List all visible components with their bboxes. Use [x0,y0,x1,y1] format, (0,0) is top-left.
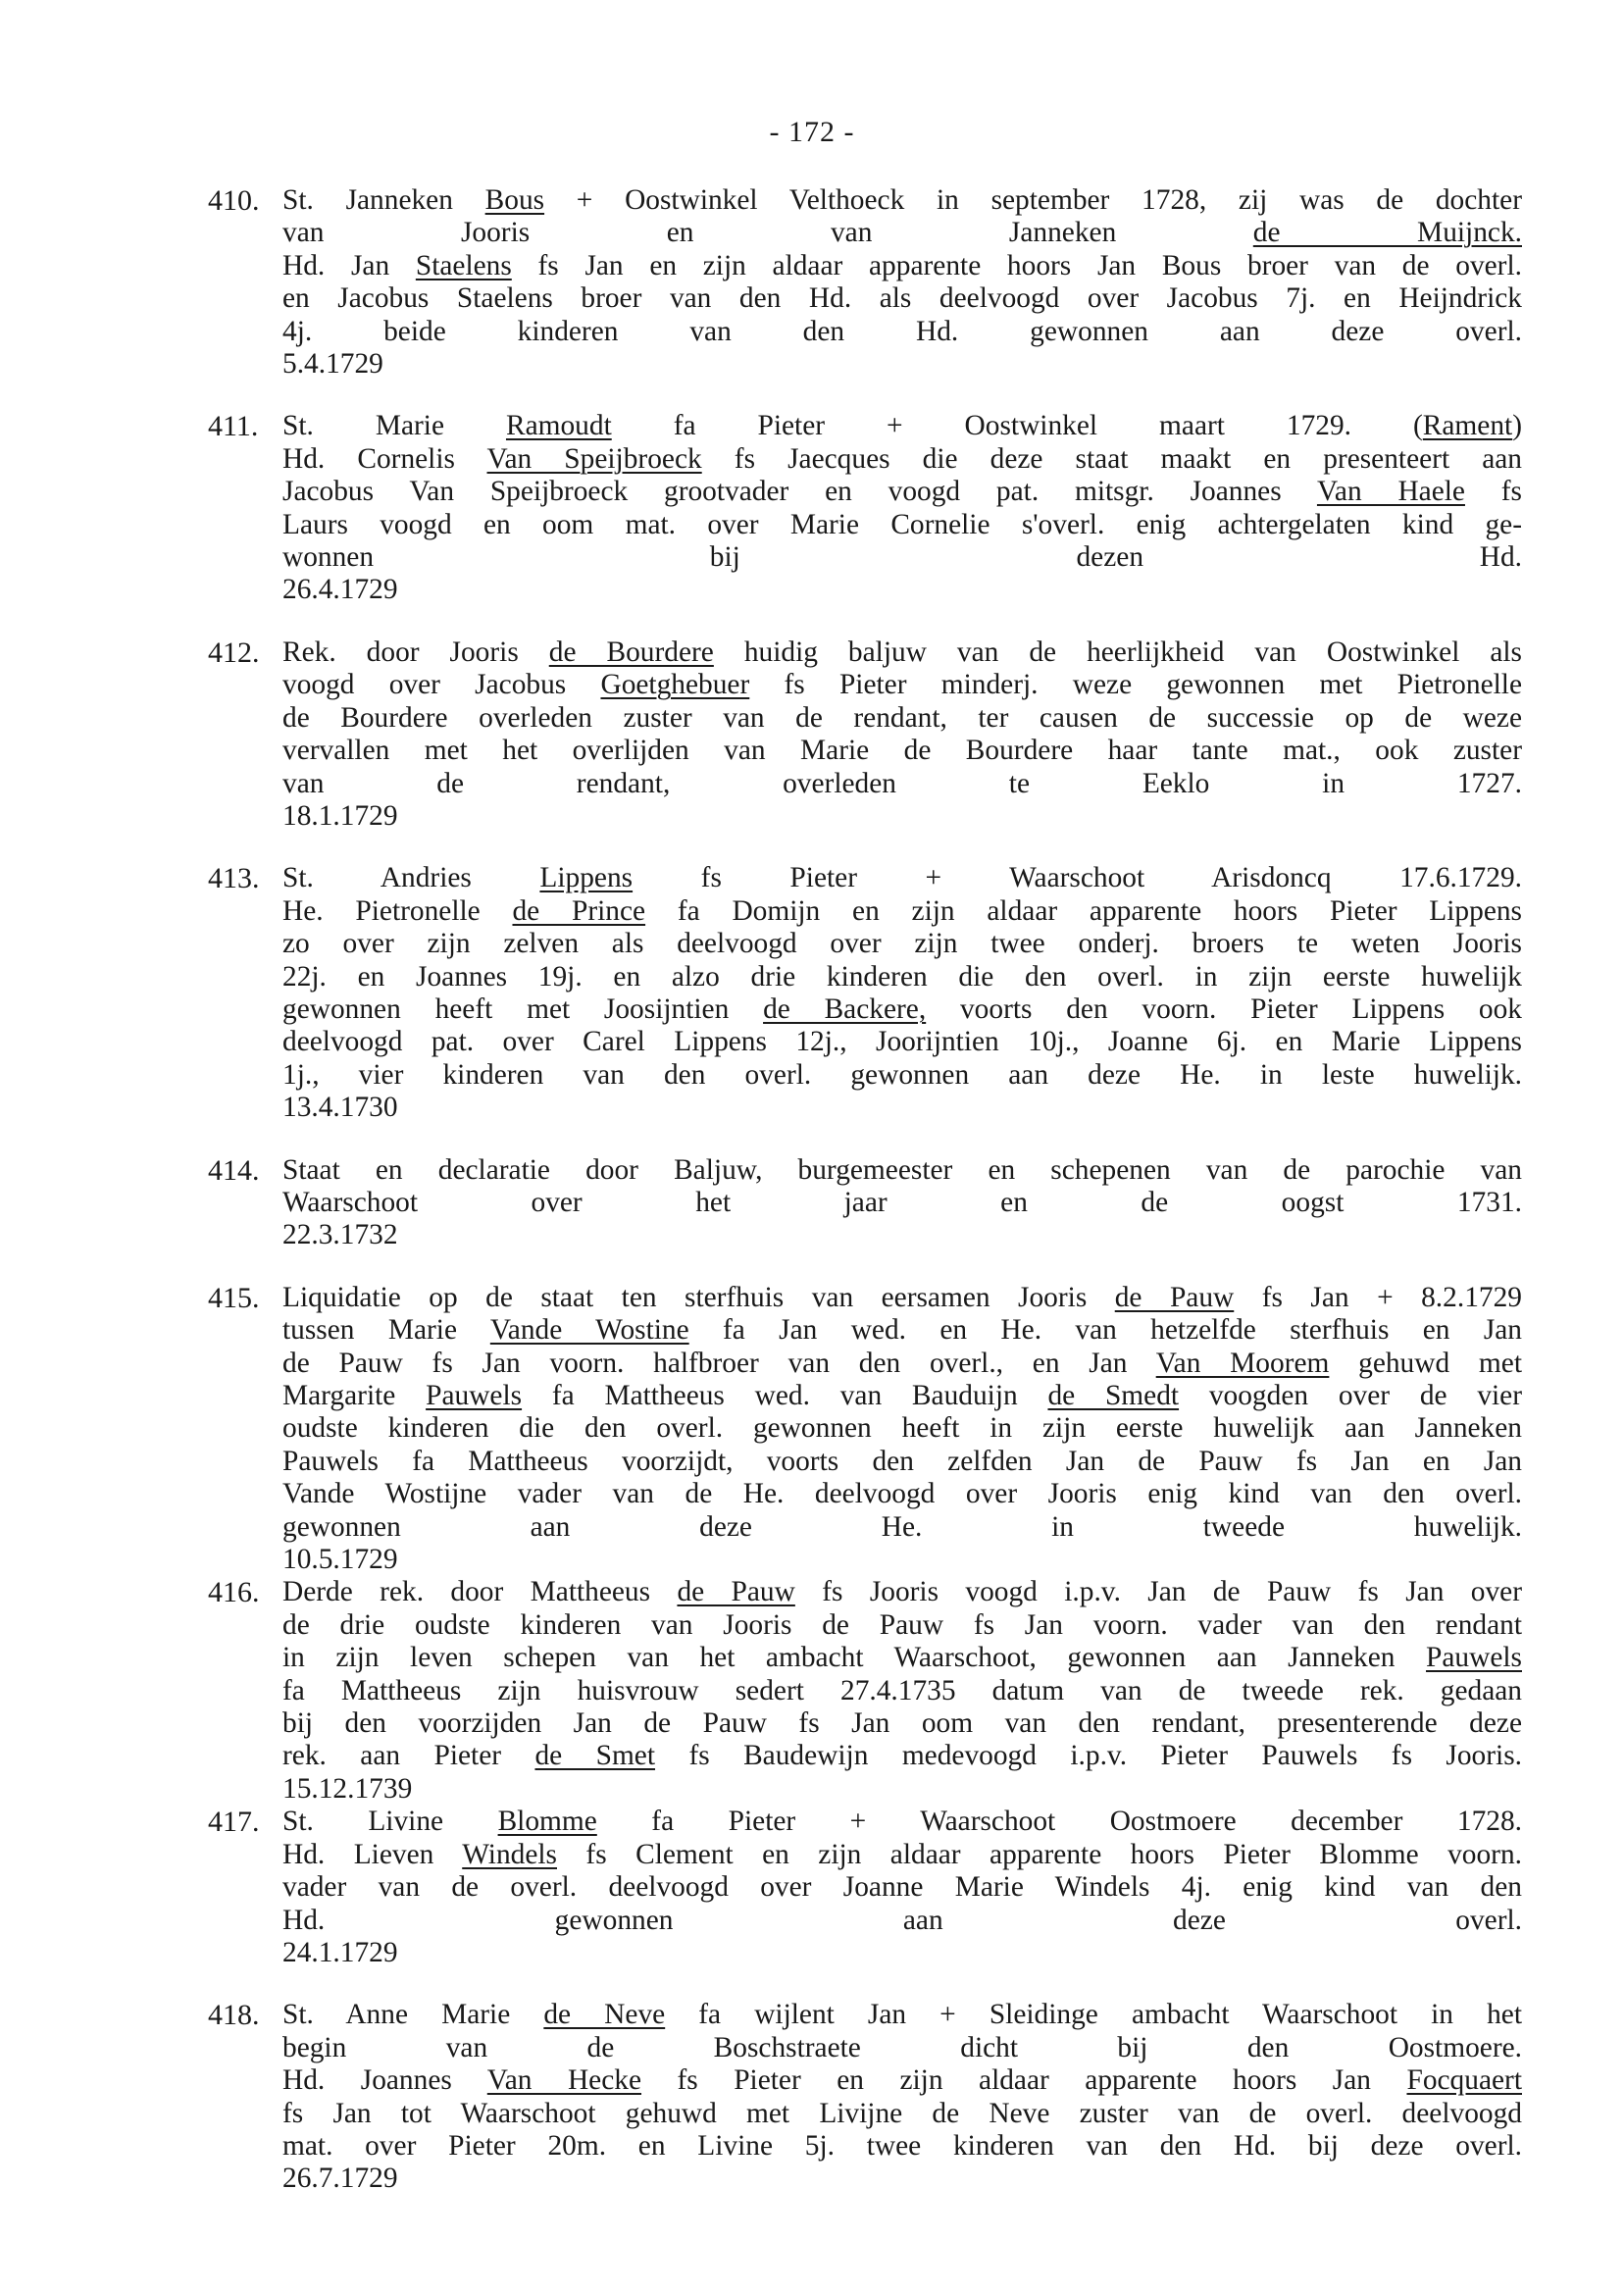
underlined-name: Windels [462,1838,557,1870]
text-line [282,993,1522,1026]
register-entry [208,184,1522,381]
text-segment: fs Pieter en zijn aldaar apparente hoors Jan [641,2064,1407,2097]
text-segment: voorts den voorn. Pieter Lippens ook [926,993,1523,1025]
text-line [282,1348,1522,1380]
text-line [282,1999,1522,2031]
text-segment: en Jacobus Staelens broer van den Hd. als deelvoogd over Jacobus 7j. en Heijndrick [282,282,1522,315]
text-segment: Staat en declaratie door Baljuw, burgemeester en schepenen van de parochie van [282,1153,1522,1186]
text-segment: St. Anne Marie [282,1999,544,2031]
entry-text [282,1154,1522,1252]
text-segment: vader van de overl. deelvoogd over Joanne Marie Windels 4j. enig kind van den [282,1871,1522,1904]
text-segment: fs Jan tot Waarschoot gehuwd met Livijne de Neve zuster van de overl. deelvoogd [282,2097,1522,2129]
text-segment: Laurs voogd en oom mat. over Marie Cornelie s'overl. enig achtergelaten kind ge- [282,508,1522,540]
text-segment: fa Mattheeus zijn huisvrouw sedert 27.4.1735 datum van de tweede rek. gedaan [282,1674,1522,1706]
underlined-name: de Pauw [1114,1281,1235,1313]
text-line [282,1576,1522,1608]
text-line [282,702,1522,735]
text-segment: fa Domijn en zijn aldaar apparente hoors Pieter Lippens [645,894,1522,927]
underlined-name: Rament [1422,410,1513,442]
register-entry [208,862,1522,1124]
text-segment: 5.4.1729 [282,348,383,381]
text-segment: Derde rek. door Mattheeus [282,1576,678,1608]
text-line [282,250,1522,282]
text-segment: Jacobus Van Speijbroeck grootvader en voogd pat. mitsgr. Joannes [282,476,1317,508]
text-line [282,2098,1522,2130]
text-line [282,410,1522,442]
text-segment: fa wijlent Jan + Sleidinge ambacht Waarschoot in het [665,1999,1522,2031]
text-segment: fa Jan wed. en He. van hetzelfde sterfhuis en Jan [688,1314,1523,1347]
text-segment: fs Clement en zijn aldaar apparente hoors Pieter Blomme voorn. [557,1838,1522,1870]
text-line [282,1154,1522,1187]
entry-number: 410. [208,184,260,217]
text-segment: Hd. Jan [282,249,416,281]
text-segment: 13.4.1730 [282,1092,398,1124]
text-line [282,316,1522,348]
entry-text [282,1999,1522,2195]
register-entry [208,1999,1522,2195]
text-segment: Liquidatie op de staat ten sterfhuis van eersamen Jooris [282,1281,1115,1313]
underlined-name: Focquaert [1406,2064,1522,2097]
text-segment: gewonnen heeft met Joosijntien [282,993,764,1025]
text-segment: fs Jan + 8.2.1729 [1234,1281,1522,1313]
text-line [282,2064,1522,2097]
text-line [282,574,1522,606]
entry-text [282,1282,1522,1577]
text-line [282,1544,1522,1576]
text-line [282,1937,1522,1969]
text-line [282,2032,1522,2064]
text-segment: begin van de Boschstraete dicht bij den Oostmoere. [282,2031,1522,2063]
text-line [282,1905,1522,1937]
page-number: - 172 - [769,116,855,148]
text-segment: Hd. Joannes [282,2064,487,2097]
underlined-name: Goetghebuer [600,669,750,701]
text-segment: de Pauw fs Jan voorn. halfbroer van den overl., en Jan [282,1347,1156,1379]
text-segment: gewonnen aan deze He. in tweede huwelijk. [282,1510,1522,1543]
entry-number: 417. [208,1806,260,1839]
text-segment: huidig baljuw van de heerlijkheid van Oostwinkel als [713,636,1522,668]
underlined-name: de Smedt [1047,1380,1180,1411]
entry-list [208,184,1522,2225]
text-segment: St. Livine [282,1806,498,1838]
underlined-name: Van Moorem [1155,1347,1330,1379]
text-segment: mat. over Pieter 20m. en Livine 5j. twee kinderen van den Hd. bij deze overl. [282,2129,1522,2162]
text-segment: 22.3.1732 [282,1219,398,1251]
text-line [282,961,1522,993]
entry-text [282,184,1522,381]
underlined-name: Vande Wostine [489,1314,689,1347]
text-line [282,1773,1522,1806]
text-segment: Vande Wostijne vader van de He. deelvoogd over Jooris enig kind van den overl. [282,1478,1522,1510]
text-line [282,1675,1522,1707]
text-line [282,348,1522,381]
text-line [282,928,1522,960]
text-segment: de Bourdere overleden zuster van de rendant, ter causen de successie op de weze [282,701,1522,734]
text-line [282,735,1522,767]
text-segment: fs Jooris voogd i.p.v. Jan de Pauw fs Jan over [794,1576,1522,1608]
text-line [282,862,1522,894]
text-line [282,1511,1522,1544]
text-segment: 15.12.1739 [282,1772,413,1805]
text-segment: fs Pieter + Waarschoot Arisdoncq 17.6.1729. [633,862,1522,894]
underlined-name: Van Hecke [486,2064,642,2097]
entry-text [282,862,1522,1124]
underlined-name: de Smet [534,1740,656,1772]
text-segment: fa Mattheeus wed. van Bauduijn [522,1380,1048,1411]
text-line [282,1871,1522,1904]
text-line [282,1314,1522,1347]
entry-number: 416. [208,1576,260,1609]
underlined-name: de Neve [543,1999,666,2031]
underlined-name: de Bourdere [548,636,714,668]
text-segment: fa Pieter + Waarschoot Oostmoere december 1728. [596,1806,1522,1838]
text-segment: 24.1.1729 [282,1936,398,1968]
text-segment: 26.7.1729 [282,2163,398,2195]
text-line [282,1026,1522,1058]
underlined-name: Blomme [497,1806,597,1838]
text-line [282,895,1522,928]
text-segment: Pauwels fa Mattheeus voorzijdt, voorts den zelfden Jan de Pauw fs Jan en Jan [282,1445,1522,1477]
text-line [282,2130,1522,2163]
text-segment: 26.4.1729 [282,574,398,606]
text-segment: oudste kinderen die den overl. gewonnen heeft in zijn eerste huwelijk aan Janneken [282,1412,1522,1445]
text-segment: St. Marie [282,410,506,442]
entry-number: 413. [208,862,260,895]
text-line [282,1187,1522,1219]
entry-number: 415. [208,1281,260,1314]
text-segment: Hd. Cornelis [282,442,487,475]
underlined-name: Lippens [539,862,634,894]
text-line [282,541,1522,574]
text-segment: tussen Marie [282,1314,490,1347]
text-line [282,1609,1522,1642]
text-segment: Rek. door Jooris [282,636,549,668]
register-entry [208,636,1522,833]
text-segment: Waarschoot over het jaar en de oogst 1731. [282,1186,1522,1218]
underlined-name: de Pauw [677,1576,795,1608]
text-line [282,768,1522,800]
text-segment: van de rendant, overleden te Eeklo in 1727. [282,767,1522,799]
text-segment: + Oostwinkel Velthoeck in september 1728, zij was de dochter [544,184,1522,216]
text-segment: St. Andries [282,862,540,894]
underlined-name: Van Speijbroeck [486,442,702,475]
entry-number: 411. [208,410,259,443]
text-segment: 1j., vier kinderen van den overl. gewonnen aan deze He. in leste huwelijk. [282,1058,1522,1091]
text-line [282,1092,1522,1124]
text-line [282,2163,1522,2195]
entry-text [282,636,1522,833]
text-segment: fs Jan en zijn aldaar apparente hoors Jan Bous broer van de overl. [511,249,1522,281]
text-segment: fs Pieter minderj. weze gewonnen met Pietronelle [749,669,1522,701]
text-segment: van Jooris en van Janneken [282,217,1253,249]
text-line [282,509,1522,541]
underlined-name: Ramoudt [505,410,612,442]
entry-text [282,410,1522,606]
text-segment: St. Janneken [282,184,485,216]
underlined-name: Pauwels [426,1380,523,1411]
register-entry [208,410,1522,606]
text-line [282,1707,1522,1740]
underlined-name: Staelens [415,249,512,281]
text-segment: wonnen bij dezen Hd. [282,541,1522,574]
entry-number: 418. [208,1999,260,2032]
text-segment: bij den voorzijden Jan de Pauw fs Jan oom van den rendant, presenterende deze [282,1707,1522,1740]
register-entry [208,1576,1522,1806]
text-segment: 18.1.1729 [282,799,398,832]
text-line [282,443,1522,476]
text-line [282,476,1522,508]
text-line [282,1740,1522,1772]
text-segment: He. Pietronelle [282,894,513,927]
underlined-name: Bous [484,184,545,216]
text-line [282,800,1522,833]
entry-number: 412. [208,636,260,669]
text-segment: in zijn leven schepen van het ambacht Waarschoot, gewonnen aan Janneken [282,1642,1427,1674]
entry-text [282,1806,1522,1969]
text-line [282,282,1522,315]
text-segment: 22j. en Joannes 19j. en alzo drie kinderen die den overl. in zijn eerste huwelijk [282,960,1522,993]
text-line [282,1282,1522,1314]
text-segment: fa Pieter + Oostwinkel maart 1729. ( [611,410,1423,442]
text-segment: rek. aan Pieter [282,1740,535,1772]
text-segment: de drie oudste kinderen van Jooris de Pauw fs Jan voorn. vader van den rendant [282,1608,1522,1641]
entry-number: 414. [208,1153,260,1187]
text-line [282,636,1522,669]
text-line [282,217,1522,249]
underlined-name: de Backere, [763,993,927,1025]
text-line [282,1806,1522,1838]
text-segment: deelvoogd pat. over Carel Lippens 12j., Joorijntien 10j., Joanne 6j. en Marie Lippens [282,1026,1522,1058]
text-segment: Margarite [282,1380,427,1411]
underlined-name: de Prince [512,894,646,927]
register-entry [208,1282,1522,1577]
text-line [282,1219,1522,1251]
text-line [282,1446,1522,1478]
text-line [282,1059,1522,1092]
text-segment: voogden over de vier [1179,1380,1523,1411]
underlined-name: de Muijnck. [1252,217,1522,249]
text-line [282,184,1522,217]
text-line [282,1839,1522,1871]
text-line [282,669,1522,701]
entry-text [282,1576,1522,1806]
text-line [282,1478,1522,1510]
text-line [282,1642,1522,1674]
text-segment: Hd. Lieven [282,1838,463,1870]
underlined-name: Van Haele [1316,476,1465,508]
text-segment: 4j. beide kinderen van den Hd. gewonnen aan deze overl. [282,315,1522,347]
text-segment: fs [1464,476,1522,508]
text-segment: ) [1512,410,1522,442]
text-segment: fs Jaecques die deze staat maakt en presenteert aan [701,442,1523,475]
underlined-name: Pauwels [1426,1642,1522,1674]
register-entry [208,1806,1522,1969]
text-segment: gehuwd met [1329,1347,1522,1379]
text-segment: 10.5.1729 [282,1544,398,1576]
text-line [282,1412,1522,1445]
text-segment: vervallen met het overlijden van Marie de Bourdere haar tante mat., ook zuster [282,735,1522,767]
text-segment: voogd over Jacobus [282,669,601,701]
text-segment: fs Baudewijn medevoogd i.p.v. Pieter Pauwels fs Jooris. [655,1740,1522,1772]
text-line [282,1380,1522,1412]
text-segment: zo over zijn zelven als deelvoogd over zijn twee onderj. broers te weten Jooris [282,928,1522,960]
register-entry [208,1154,1522,1252]
text-segment: Hd. gewonnen aan deze overl. [282,1904,1522,1936]
